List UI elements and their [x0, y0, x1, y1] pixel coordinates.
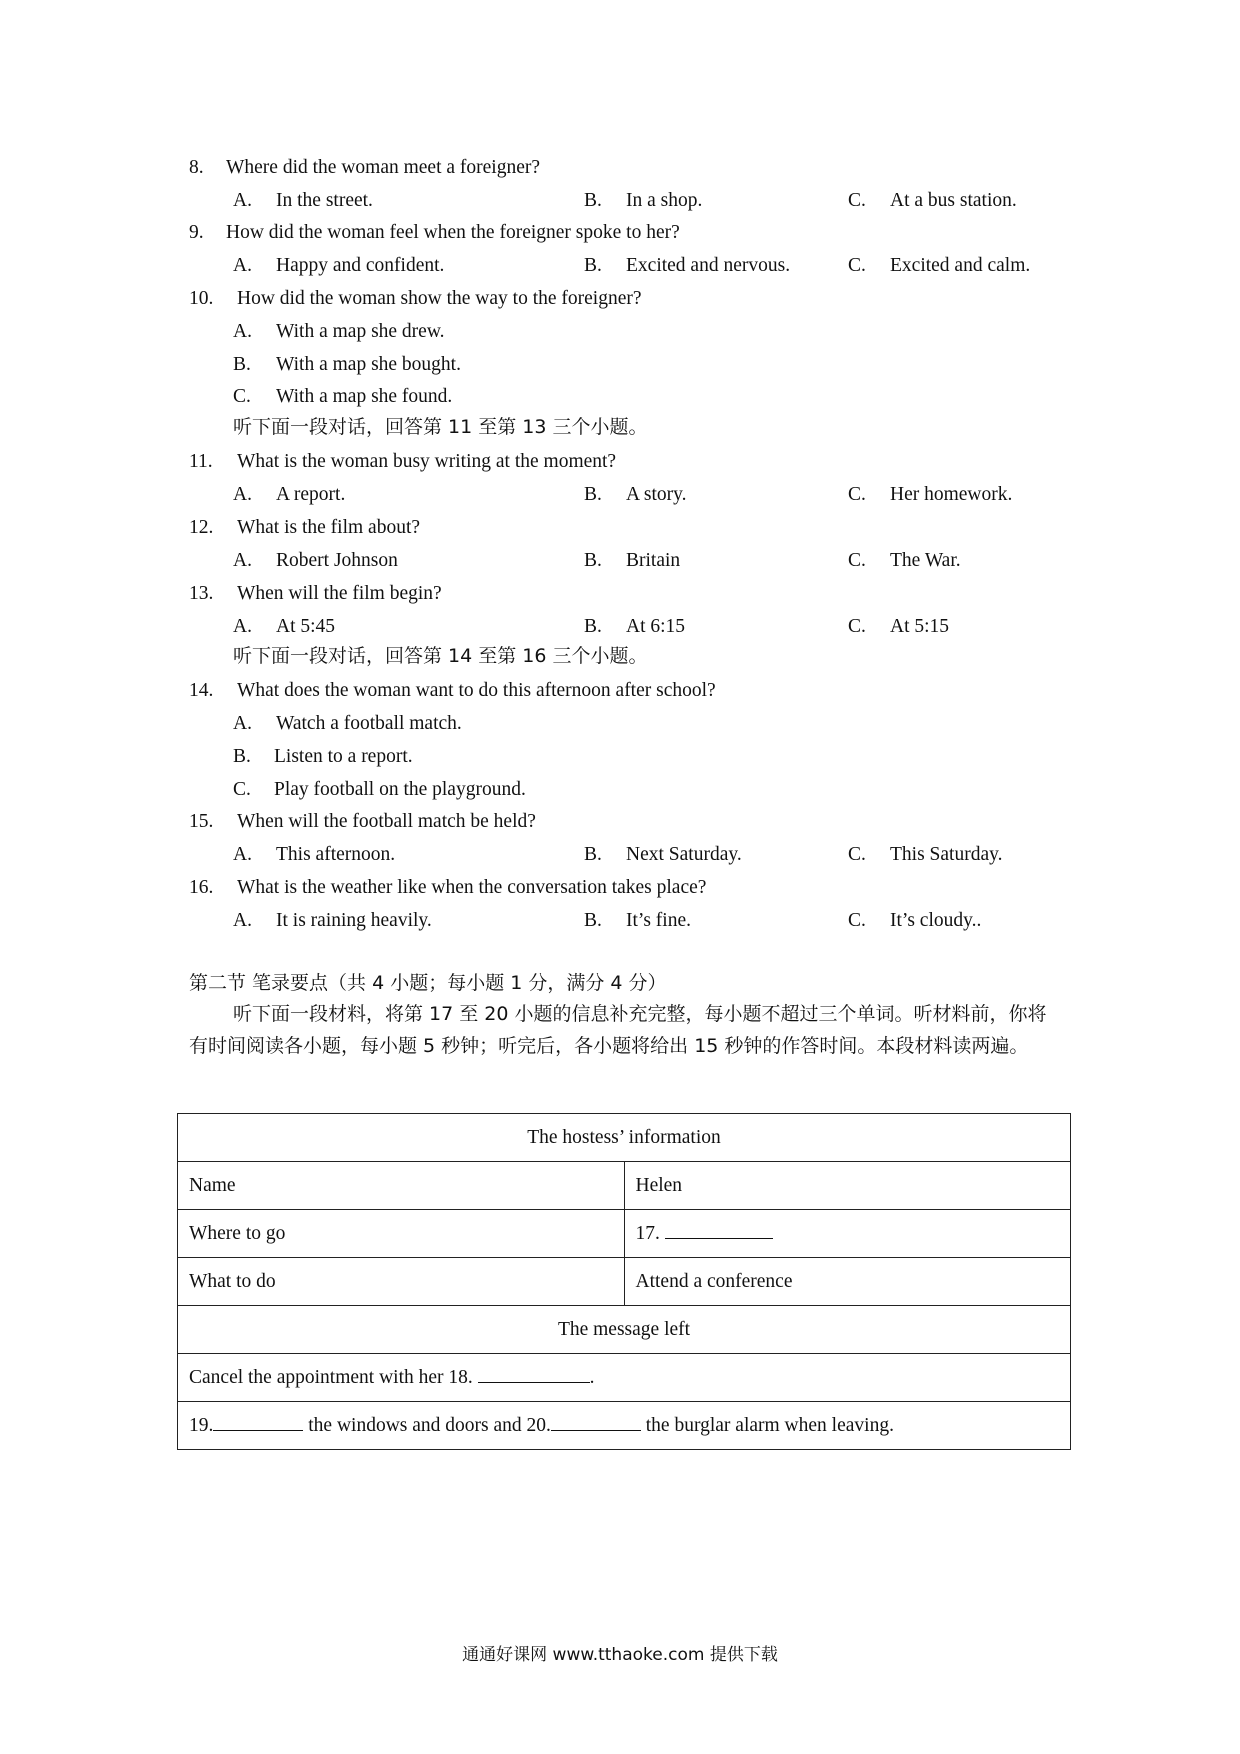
what-label: What to do — [178, 1258, 625, 1306]
message-line-1 — [178, 1354, 1071, 1402]
message-line-2 — [178, 1402, 1071, 1450]
option-text: Excited and nervous. — [626, 255, 791, 276]
table-header: The hostess’ information — [178, 1114, 1071, 1162]
table-row — [178, 1354, 1071, 1402]
option-letter: C. — [233, 779, 251, 800]
question-text: What does the woman want to do this afternoon after school? — [237, 680, 716, 701]
option-letter: A. — [233, 616, 252, 637]
blank-18[interactable] — [478, 1368, 590, 1383]
name-value: Helen — [624, 1162, 1071, 1210]
option-letter: A. — [233, 910, 252, 931]
blank-19[interactable] — [213, 1416, 303, 1431]
option-text: A story. — [626, 484, 687, 505]
table-row — [178, 1258, 1071, 1306]
option-text: With a map she found. — [276, 386, 453, 407]
instruction-14-16: 听下面一段对话，回答第 14 至第 16 三个小题。 — [233, 645, 648, 667]
question-number: 12. — [189, 517, 214, 538]
option-letter: B. — [584, 550, 602, 571]
option-text: This afternoon. — [276, 844, 396, 865]
question-number: 9. — [189, 222, 204, 243]
option-letter: C. — [848, 550, 866, 571]
option-letter: A. — [233, 713, 252, 734]
option-letter: C. — [848, 484, 866, 505]
question-number: 15. — [189, 811, 214, 832]
question-text: What is the woman busy writing at the moment? — [237, 451, 617, 472]
question-text: How did the woman feel when the foreigner spoke to her? — [226, 222, 680, 243]
option-text: Watch a football match. — [276, 713, 462, 734]
option-letter: A. — [233, 190, 252, 211]
where-answer-cell — [624, 1210, 1071, 1258]
name-label: Name — [178, 1162, 625, 1210]
option-text: In the street. — [276, 190, 373, 211]
option-letter: C. — [848, 190, 866, 211]
option-letter: B. — [584, 616, 602, 637]
option-letter: B. — [584, 255, 602, 276]
option-letter: B. — [584, 910, 602, 931]
message-line-2-end: the burglar alarm when leaving. — [640, 1414, 894, 1436]
option-text: Next Saturday. — [626, 844, 742, 865]
option-letter: C. — [848, 844, 866, 865]
option-text: At 5:15 — [890, 616, 950, 637]
option-letter: B. — [233, 746, 251, 767]
option-letter: B. — [584, 190, 602, 211]
option-letter: A. — [233, 844, 252, 865]
question-number: 14. — [189, 680, 214, 701]
blank-17-number: 17. — [635, 1222, 660, 1244]
option-text: Excited and calm. — [890, 255, 1031, 276]
message-line-2-mid: the windows and doors and 20. — [303, 1414, 551, 1436]
page-footer: 通通好课网 www.tthaoke.com 提供下载 — [462, 1645, 778, 1665]
option-letter: B. — [584, 844, 602, 865]
option-text: A report. — [276, 484, 346, 505]
table-row — [178, 1402, 1071, 1450]
option-text: Robert Johnson — [276, 550, 398, 571]
option-text: At a bus station. — [890, 190, 1017, 211]
option-text: It’s fine. — [626, 910, 691, 931]
option-letter: A. — [233, 321, 252, 342]
option-text: Her homework. — [890, 484, 1013, 505]
question-text: Where did the woman meet a foreigner? — [226, 157, 541, 178]
question-number: 8. — [189, 157, 204, 178]
option-letter: C. — [848, 616, 866, 637]
question-number: 11. — [189, 451, 213, 472]
option-text: It is raining heavily. — [276, 910, 432, 931]
option-text: The War. — [890, 550, 961, 571]
blank-19-number: 19. — [189, 1414, 214, 1436]
question-number: 13. — [189, 583, 214, 604]
option-text: In a shop. — [626, 190, 703, 211]
question-number: 10. — [189, 288, 214, 309]
option-text: Happy and confident. — [276, 255, 445, 276]
section-2-heading: 第二节 笔录要点（共 4 小题；每小题 1 分，满分 4 分） — [189, 972, 667, 994]
option-text: With a map she bought. — [276, 354, 461, 375]
table-row — [178, 1114, 1071, 1162]
section-2-instructions: 听下面一段材料，将第 17 至 20 小题的信息补充完整，每小题不超过三个单词。听材料前，你将有时间阅读各小题，每小题 5 秒钟；听完后，各小题将给出 15 秒钟的作答时间。本段材料读两遍。 — [189, 1003, 1047, 1057]
instruction-11-13: 听下面一段对话，回答第 11 至第 13 三个小题。 — [233, 416, 648, 438]
option-text: Britain — [626, 550, 681, 571]
option-text: Listen to a report. — [274, 746, 413, 767]
option-letter: A. — [233, 550, 252, 571]
question-text: When will the football match be held? — [237, 811, 536, 832]
option-letter: A. — [233, 255, 252, 276]
blank-20[interactable] — [551, 1416, 641, 1431]
option-letter: C. — [848, 255, 866, 276]
option-text: Play football on the playground. — [274, 779, 526, 800]
table-row — [178, 1306, 1071, 1354]
message-header: The message left — [178, 1306, 1071, 1354]
what-value: Attend a conference — [624, 1258, 1071, 1306]
option-text: At 6:15 — [626, 616, 686, 637]
table-row — [178, 1210, 1071, 1258]
blank-17[interactable] — [665, 1224, 773, 1239]
option-letter: A. — [233, 484, 252, 505]
where-label: Where to go — [178, 1210, 625, 1258]
question-number: 16. — [189, 877, 214, 898]
question-text: What is the weather like when the conversation takes place? — [237, 877, 707, 898]
hostess-info-table — [177, 1113, 1071, 1450]
option-letter: B. — [584, 484, 602, 505]
option-text: With a map she drew. — [276, 321, 445, 342]
question-text: What is the film about? — [237, 517, 421, 538]
option-letter: B. — [233, 354, 251, 375]
option-letter: C. — [233, 386, 251, 407]
question-text: How did the woman show the way to the foreigner? — [237, 288, 642, 309]
question-text: When will the film begin? — [237, 583, 442, 604]
option-letter: C. — [848, 910, 866, 931]
message-line-1-text: Cancel the appointment with her 18. — [189, 1366, 473, 1388]
option-text: At 5:45 — [276, 616, 336, 637]
option-text: This Saturday. — [890, 844, 1003, 865]
option-text: It’s cloudy.. — [890, 910, 982, 931]
table-row — [178, 1162, 1071, 1210]
message-line-1-end: . — [589, 1366, 595, 1388]
